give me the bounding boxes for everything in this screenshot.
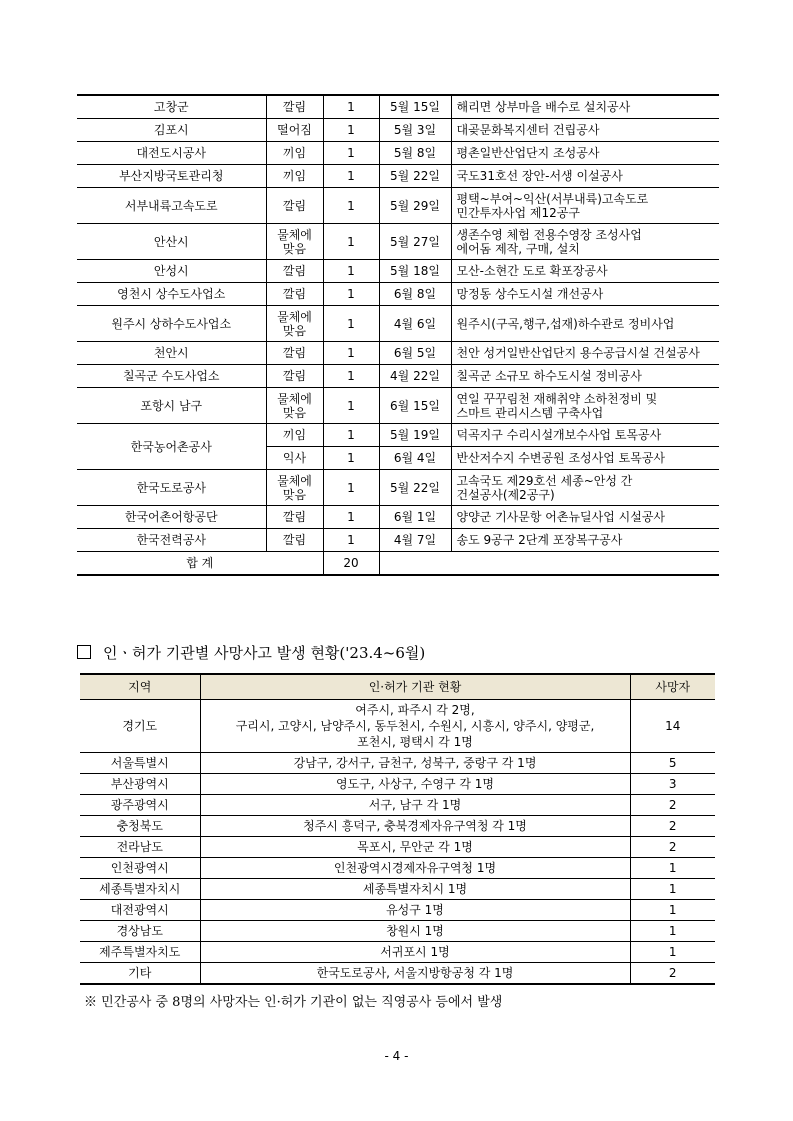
desc-line: 건설공사(제2공구) bbox=[456, 487, 555, 502]
date-cell: 5월 27일 bbox=[379, 224, 451, 260]
date-cell: 4월 7일 bbox=[379, 529, 451, 552]
desc-cell: 해리면 상부마을 배수로 설치공사 bbox=[451, 95, 719, 119]
org-cell: 천안시 bbox=[77, 342, 266, 365]
table-row bbox=[77, 470, 719, 506]
table-row bbox=[80, 879, 715, 900]
region-cell: 광주광역시 bbox=[80, 795, 200, 816]
deaths-cell: 1 bbox=[630, 858, 715, 879]
desc-cell: 송도 9공구 2단계 포장복구공사 bbox=[451, 529, 719, 552]
count-cell: 1 bbox=[323, 470, 379, 506]
agencies-cell bbox=[200, 700, 630, 753]
type-cell: 깔림 bbox=[266, 365, 323, 388]
table-row bbox=[80, 753, 715, 774]
accident-table bbox=[77, 94, 719, 576]
date-cell: 6월 4일 bbox=[379, 447, 451, 470]
agencies-cell: 강남구, 강서구, 금천구, 성북구, 중랑구 각 1명 bbox=[200, 753, 630, 774]
region-cell: 대전광역시 bbox=[80, 900, 200, 921]
date-cell: 5월 22일 bbox=[379, 470, 451, 506]
date-cell: 5월 29일 bbox=[379, 188, 451, 224]
desc-cell: 평촌일반산업단지 조성공사 bbox=[451, 142, 719, 165]
type-cell: 끼임 bbox=[266, 424, 323, 447]
date-cell: 5월 15일 bbox=[379, 95, 451, 119]
org-cell: 한국어촌어항공단 bbox=[77, 506, 266, 529]
region-cell: 인천광역시 bbox=[80, 858, 200, 879]
count-cell: 1 bbox=[323, 188, 379, 224]
deaths-cell: 5 bbox=[630, 753, 715, 774]
count-cell: 1 bbox=[323, 424, 379, 447]
deaths-cell: 3 bbox=[630, 774, 715, 795]
count-cell: 1 bbox=[323, 388, 379, 424]
desc-cell bbox=[451, 388, 719, 424]
deaths-cell: 1 bbox=[630, 942, 715, 963]
region-cell: 충청북도 bbox=[80, 816, 200, 837]
desc-line: 에어돔 제작, 구매, 설치 bbox=[456, 241, 580, 256]
type-cell: 깔림 bbox=[266, 342, 323, 365]
header-agencies: 인·허가 기관 현황 bbox=[200, 674, 630, 700]
org-cell: 안성시 bbox=[77, 260, 266, 283]
org-cell: 영천시 상수도사업소 bbox=[77, 283, 266, 306]
deaths-cell: 2 bbox=[630, 816, 715, 837]
region-cell: 세종특별자치시 bbox=[80, 879, 200, 900]
table-row bbox=[77, 95, 719, 119]
table-row bbox=[80, 774, 715, 795]
desc-cell: 덕곡지구 수리시설개보수사업 토목공사 bbox=[451, 424, 719, 447]
org-cell: 한국농어촌공사 bbox=[77, 424, 266, 470]
desc-cell: 망정동 상수도시설 개선공사 bbox=[451, 283, 719, 306]
header-region: 지역 bbox=[80, 674, 200, 700]
count-cell: 1 bbox=[323, 260, 379, 283]
org-cell: 서부내륙고속도로 bbox=[77, 188, 266, 224]
desc-cell: 대곶문화복지센터 건립공사 bbox=[451, 119, 719, 142]
table-row bbox=[77, 306, 719, 342]
total-row bbox=[77, 552, 719, 576]
deaths-cell: 1 bbox=[630, 879, 715, 900]
header-deaths: 사망자 bbox=[630, 674, 715, 700]
org-cell: 원주시 상하수도사업소 bbox=[77, 306, 266, 342]
table-row bbox=[80, 921, 715, 942]
desc-cell bbox=[451, 470, 719, 506]
type-cell: 깔림 bbox=[266, 283, 323, 306]
org-cell: 포항시 남구 bbox=[77, 388, 266, 424]
agencies-cell: 영도구, 사상구, 수영구 각 1명 bbox=[200, 774, 630, 795]
type-cell: 물체에 맞음 bbox=[266, 470, 323, 506]
deaths-cell: 2 bbox=[630, 795, 715, 816]
agencies-cell: 청주시 흥덕구, 충북경제자유구역청 각 1명 bbox=[200, 816, 630, 837]
total-empty-cell bbox=[379, 552, 719, 576]
org-cell: 김포시 bbox=[77, 119, 266, 142]
agencies-cell: 서귀포시 1명 bbox=[200, 942, 630, 963]
table-row bbox=[77, 188, 719, 224]
deaths-cell: 1 bbox=[630, 921, 715, 942]
agencies-cell: 한국도로공사, 서울지방항공청 각 1명 bbox=[200, 963, 630, 985]
desc-line: 민간투자사업 제12공구 bbox=[456, 205, 580, 220]
table-row bbox=[80, 795, 715, 816]
table-row bbox=[77, 342, 719, 365]
table-row bbox=[77, 388, 719, 424]
deaths-cell: 1 bbox=[630, 900, 715, 921]
date-cell: 6월 1일 bbox=[379, 506, 451, 529]
org-cell: 한국도로공사 bbox=[77, 470, 266, 506]
table-row bbox=[77, 283, 719, 306]
desc-cell bbox=[451, 224, 719, 260]
count-cell: 1 bbox=[323, 506, 379, 529]
region-cell: 부산광역시 bbox=[80, 774, 200, 795]
agencies-cell: 유성구 1명 bbox=[200, 900, 630, 921]
section-title-text: 인ㆍ허가 기관별 사망사고 발생 현황('23.4~6월) bbox=[103, 644, 426, 662]
count-cell: 1 bbox=[323, 529, 379, 552]
org-cell: 칠곡군 수도사업소 bbox=[77, 365, 266, 388]
date-cell: 4월 22일 bbox=[379, 365, 451, 388]
table-row bbox=[77, 529, 719, 552]
desc-cell: 양양군 기사문항 어촌뉴딜사업 시설공사 bbox=[451, 506, 719, 529]
type-cell: 끼임 bbox=[266, 165, 323, 188]
deaths-cell: 2 bbox=[630, 963, 715, 985]
desc-cell: 국도31호선 장안-서생 이설공사 bbox=[451, 165, 719, 188]
count-cell: 1 bbox=[323, 365, 379, 388]
count-cell: 1 bbox=[323, 142, 379, 165]
table-row bbox=[77, 506, 719, 529]
desc-cell: 칠곡군 소규모 하수도시설 정비공사 bbox=[451, 365, 719, 388]
count-cell: 1 bbox=[323, 224, 379, 260]
desc-line: 스마트 관리시스템 구축사업 bbox=[456, 405, 604, 420]
date-cell: 5월 8일 bbox=[379, 142, 451, 165]
table-row bbox=[80, 816, 715, 837]
agencies-cell: 인천광역시경제자유구역청 1명 bbox=[200, 858, 630, 879]
count-cell: 1 bbox=[323, 165, 379, 188]
type-cell: 깔림 bbox=[266, 529, 323, 552]
date-cell: 5월 19일 bbox=[379, 424, 451, 447]
table-row bbox=[77, 119, 719, 142]
agencies-cell: 세종특별자치시 1명 bbox=[200, 879, 630, 900]
org-cell: 대전도시공사 bbox=[77, 142, 266, 165]
region-cell: 기타 bbox=[80, 963, 200, 985]
region-cell: 경상남도 bbox=[80, 921, 200, 942]
count-cell: 1 bbox=[323, 447, 379, 470]
desc-cell: 원주시(구곡,행구,섭재)하수관로 정비사업 bbox=[451, 306, 719, 342]
deaths-cell: 14 bbox=[630, 700, 715, 753]
date-cell: 5월 18일 bbox=[379, 260, 451, 283]
table-row bbox=[77, 424, 719, 447]
type-cell: 끼임 bbox=[266, 142, 323, 165]
region-cell: 전라남도 bbox=[80, 837, 200, 858]
type-cell: 깔림 bbox=[266, 506, 323, 529]
desc-line: 평택~부여~익산(서부내륙)고속도로 bbox=[456, 191, 649, 206]
deaths-cell: 2 bbox=[630, 837, 715, 858]
table-row bbox=[80, 942, 715, 963]
total-label: 합 계 bbox=[77, 552, 323, 576]
page-number: - 4 - bbox=[384, 1049, 409, 1063]
table-row bbox=[77, 142, 719, 165]
agencies-line: 포천시, 평택시 각 1명 bbox=[357, 735, 473, 749]
table-row bbox=[77, 260, 719, 283]
region-cell: 제주특별자치도 bbox=[80, 942, 200, 963]
table-row bbox=[77, 224, 719, 260]
desc-cell bbox=[451, 188, 719, 224]
desc-line: 생존수영 체험 전용수영장 조성사업 bbox=[456, 227, 642, 242]
date-cell: 4월 6일 bbox=[379, 306, 451, 342]
date-cell: 5월 3일 bbox=[379, 119, 451, 142]
date-cell: 6월 8일 bbox=[379, 283, 451, 306]
desc-cell: 모산-소현간 도로 확포장공사 bbox=[451, 260, 719, 283]
type-cell: 익사 bbox=[266, 447, 323, 470]
desc-cell: 반산저수지 수변공원 조성사업 토목공사 bbox=[451, 447, 719, 470]
count-cell: 1 bbox=[323, 95, 379, 119]
date-cell: 6월 5일 bbox=[379, 342, 451, 365]
type-cell: 깔림 bbox=[266, 95, 323, 119]
table-row bbox=[77, 165, 719, 188]
count-cell: 1 bbox=[323, 342, 379, 365]
date-cell: 5월 22일 bbox=[379, 165, 451, 188]
type-cell: 물체에 맞음 bbox=[266, 388, 323, 424]
date-cell: 6월 15일 bbox=[379, 388, 451, 424]
org-cell: 안산시 bbox=[77, 224, 266, 260]
org-cell: 고창군 bbox=[77, 95, 266, 119]
agencies-cell: 서구, 남구 각 1명 bbox=[200, 795, 630, 816]
footnote: ※ 민간공사 중 8명의 사망자는 인·허가 기관이 없는 직영공사 등에서 발생 bbox=[84, 995, 503, 1010]
org-cell: 부산지방국토관리청 bbox=[77, 165, 266, 188]
table-row bbox=[80, 963, 715, 985]
checkbox-square-icon bbox=[77, 645, 91, 659]
agencies-cell: 목포시, 무안군 각 1명 bbox=[200, 837, 630, 858]
desc-line: 연일 꾸꾸림천 재해취약 소하천정비 및 bbox=[456, 391, 658, 406]
type-cell: 물체에 맞음 bbox=[266, 224, 323, 260]
type-cell: 깔림 bbox=[266, 260, 323, 283]
total-count: 20 bbox=[323, 552, 379, 576]
table-row bbox=[77, 365, 719, 388]
region-cell: 서울특별시 bbox=[80, 753, 200, 774]
agencies-line: 여주시, 파주시 각 2명, bbox=[355, 703, 475, 717]
org-cell: 한국전력공사 bbox=[77, 529, 266, 552]
agency-table bbox=[80, 673, 715, 985]
desc-cell: 천안 성거일반산업단지 용수공급시설 건설공사 bbox=[451, 342, 719, 365]
type-cell: 물체에 맞음 bbox=[266, 306, 323, 342]
count-cell: 1 bbox=[323, 306, 379, 342]
table-header-row bbox=[80, 674, 715, 700]
count-cell: 1 bbox=[323, 119, 379, 142]
table-row bbox=[80, 900, 715, 921]
region-cell: 경기도 bbox=[80, 700, 200, 753]
agencies-line: 구리시, 고양시, 남양주시, 동두천시, 수원시, 시흥시, 양주시, 양평군, bbox=[235, 719, 595, 733]
type-cell: 떨어짐 bbox=[266, 119, 323, 142]
table-row bbox=[80, 837, 715, 858]
desc-line: 고속국도 제29호선 세종~안성 간 bbox=[456, 473, 633, 488]
section-title bbox=[77, 642, 425, 663]
table-row bbox=[80, 700, 715, 753]
count-cell: 1 bbox=[323, 283, 379, 306]
table-row bbox=[80, 858, 715, 879]
agencies-cell: 창원시 1명 bbox=[200, 921, 630, 942]
type-cell: 깔림 bbox=[266, 188, 323, 224]
